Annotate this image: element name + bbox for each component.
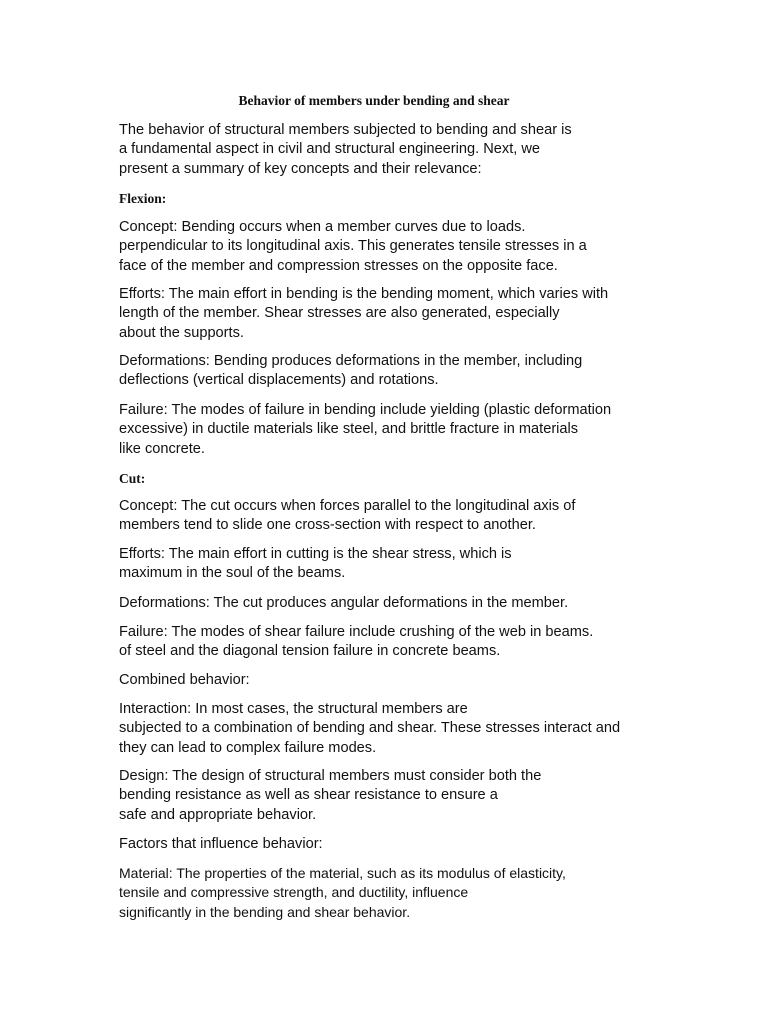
paragraph-line: maximum in the soul of the beams. (119, 565, 346, 582)
paragraph-line: tensile and compressive strength, and ductility, influence (119, 884, 469, 901)
paragraph-line: Efforts: The main effort in cutting is the shear stress, which is (119, 546, 512, 562)
factors-heading-text: Factors that influence behavior: (119, 836, 323, 852)
cut-concept-paragraph (119, 497, 679, 536)
paragraph-line: Failure: The modes of failure in bending include yielding (plastic deformation (119, 402, 612, 418)
flexion-failure-paragraph (119, 401, 679, 459)
paragraph-line: perpendicular to its longitudinal axis. This generates tensile stresses in a (119, 238, 587, 255)
cut-efforts-paragraph (119, 545, 679, 584)
paragraph-line: excessive) in ductile materials like steel, and brittle fracture in materials (119, 421, 579, 438)
factors-heading (119, 835, 679, 854)
paragraph-line: Efforts: The main effort in bending is the bending moment, which varies with (119, 286, 609, 302)
paragraph-line: Material: The properties of the material, such as its modulus of elasticity, (119, 865, 566, 881)
intro-line: The behavior of structural members subjected to bending and shear is (119, 122, 572, 138)
intro-line: a fundamental aspect in civil and structural engineering. Next, we (119, 141, 541, 158)
paragraph-line: like concrete. (119, 440, 205, 457)
intro-line: present a summary of key concepts and their relevance: (119, 160, 482, 177)
combined-heading (119, 671, 679, 690)
paragraph-line: of steel and the diagonal tension failure in concrete beams. (119, 643, 501, 660)
combined-design-paragraph (119, 767, 679, 825)
paragraph-line: safe and appropriate behavior. (119, 806, 317, 823)
paragraph-line: members tend to slide one cross-section with respect to another. (119, 517, 536, 534)
paragraph-line: significantly in the bending and shear behavior. (119, 903, 411, 920)
paragraph-line: face of the member and compression stresses on the opposite face. (119, 257, 558, 274)
document-title: Behavior of members under bending and shear (238, 93, 510, 108)
paragraph-line: deflections (vertical displacements) and rotations. (119, 372, 439, 389)
paragraph-line: length of the member. Shear stresses are also generated, especially (119, 305, 560, 322)
flexion-heading: Flexion: (119, 191, 167, 206)
cut-failure-paragraph (119, 623, 679, 662)
paragraph-line: about the supports. (119, 324, 244, 341)
flexion-efforts-paragraph (119, 285, 679, 343)
paragraph-line: bending resistance as well as shear resistance to ensure a (119, 787, 498, 804)
paragraph-line: Concept: The cut occurs when forces parallel to the longitudinal axis of (119, 498, 576, 514)
paragraph-line: Failure: The modes of shear failure include crushing of the web in beams. (119, 624, 594, 640)
paragraph-line: subjected to a combination of bending and shear. These stresses interact and (119, 720, 621, 737)
flexion-concept-paragraph (119, 218, 679, 276)
flexion-deformations-paragraph (119, 352, 679, 391)
paragraph-line: Deformations: The cut produces angular deformations in the member. (119, 595, 569, 611)
paragraph-line: Concept: Bending occurs when a member curves due to loads. (119, 219, 526, 235)
combined-heading-text: Combined behavior: (119, 672, 250, 688)
paragraph-line: Deformations: Bending produces deformations in the member, including (119, 353, 583, 369)
intro-paragraph (119, 121, 679, 179)
paragraph-line: they can lead to complex failure modes. (119, 739, 377, 756)
cut-deformations-paragraph (119, 594, 679, 613)
combined-interaction-paragraph (119, 700, 679, 758)
paragraph-line: Design: The design of structural members must consider both the (119, 768, 542, 784)
factors-material-paragraph (119, 864, 679, 922)
cut-heading: Cut: (119, 471, 146, 486)
paragraph-line: Interaction: In most cases, the structural members are (119, 701, 468, 717)
